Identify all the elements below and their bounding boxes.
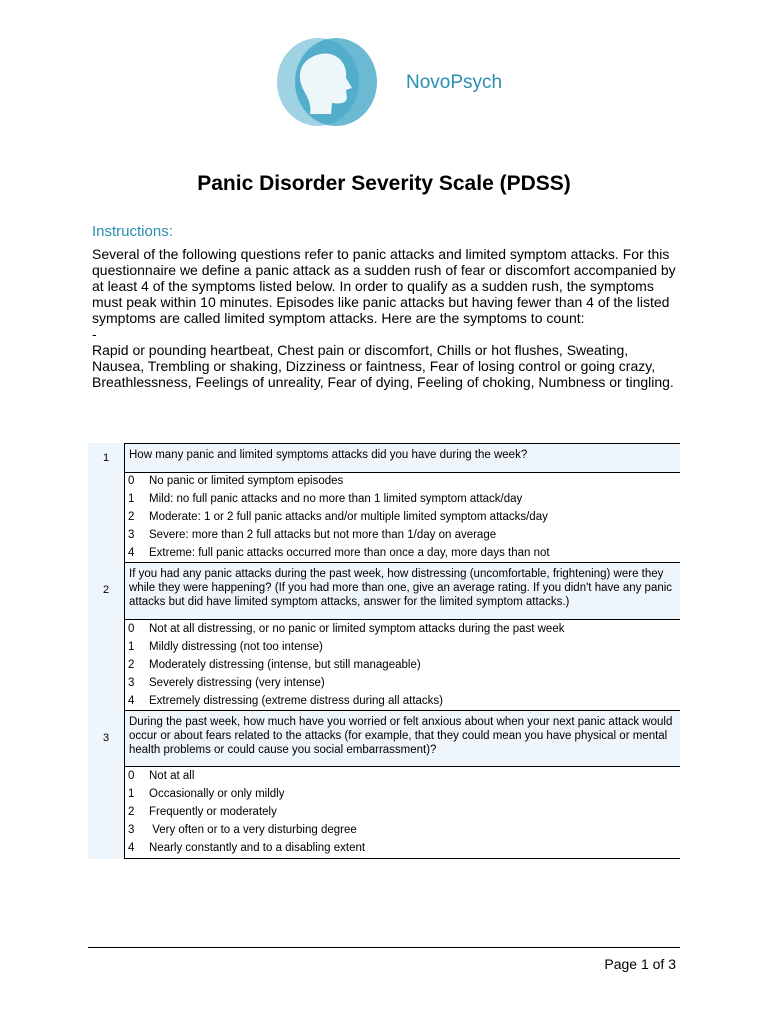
question-text: How many panic and limited symptoms attacks did you have during the week? xyxy=(129,449,528,461)
page-title: Panic Disorder Severity Scale (PDSS) xyxy=(197,172,571,195)
option-label: Occasionally or only mildly xyxy=(149,788,285,800)
answer-option[interactable] xyxy=(128,787,285,801)
table-rule xyxy=(124,858,680,859)
option-value: 3 xyxy=(128,677,135,689)
option-value: 2 xyxy=(128,806,135,818)
question-number: 1 xyxy=(102,452,110,464)
option-label: Mildly distressing (not too intense) xyxy=(149,641,323,653)
table-rule xyxy=(124,443,680,444)
option-value: 4 xyxy=(128,547,135,559)
option-value: 0 xyxy=(128,623,135,635)
answer-option[interactable] xyxy=(128,474,343,488)
question-row xyxy=(125,711,680,766)
question-text: If you had any panic attacks during the past week, how distressing (uncomfortable, frightening) were they while they were happening? (If you had more than one, give an average rating. If you didn't have any panic attacks but did have limited symptom attacks, answer for the limited symptom attacks.) xyxy=(129,568,673,608)
answer-option[interactable] xyxy=(128,640,323,654)
option-label: Moderately distressing (intense, but still manageable) xyxy=(149,659,421,671)
question-row xyxy=(125,444,680,472)
instructions-heading: Instructions: xyxy=(92,223,173,240)
option-label: Nearly constantly and to a disabling extent xyxy=(149,842,366,854)
answer-option[interactable] xyxy=(128,622,564,636)
option-label: Severely distressing (very intense) xyxy=(149,677,325,689)
answer-option[interactable] xyxy=(128,528,496,542)
option-value: 1 xyxy=(128,788,135,800)
table-rule xyxy=(124,562,680,563)
answer-option[interactable] xyxy=(128,546,550,560)
table-column-divider xyxy=(124,443,125,859)
option-value: 0 xyxy=(128,475,135,487)
question-number-column xyxy=(88,443,124,859)
answer-option[interactable] xyxy=(128,805,277,819)
option-value: 3 xyxy=(128,529,135,541)
answer-option[interactable] xyxy=(128,841,365,855)
answer-option[interactable] xyxy=(128,492,522,506)
option-label: No panic or limited symptom episodes xyxy=(149,475,344,487)
option-value: 2 xyxy=(128,659,135,671)
option-label: Mild: no full panic attacks and no more than 1 limited symptom attack/day xyxy=(149,493,523,505)
question-number: 3 xyxy=(102,732,110,744)
question-row xyxy=(125,563,680,619)
option-label: Very often or to a very disturbing degree xyxy=(149,824,357,836)
option-label: Frequently or moderately xyxy=(149,806,277,818)
symptoms-list: Rapid or pounding heartbeat, Chest pain or discomfort, Chills or hot flushes, Sweating, Nausea, Trembling or shaking, Dizziness or faintness, Fear of losing control or going crazy, Breathlessness, Feelings of unreality, Fear of dying, Feeling of choking, Numbness or tingling. xyxy=(92,342,674,390)
option-label: Moderate: 1 or 2 full panic attacks and/or multiple limited symptom attacks/day xyxy=(149,511,548,523)
question-number: 2 xyxy=(102,584,110,596)
option-label: Extreme: full panic attacks occurred more than once a day, more days than not xyxy=(149,547,550,559)
table-rule xyxy=(124,472,680,473)
answer-option[interactable] xyxy=(128,694,443,708)
option-value: 3 xyxy=(128,824,135,836)
instructions-paragraph: Several of the following questions refer to panic attacks and limited symptom attacks. For this questionnaire we define a panic attack as a sudden rush of fear or discomfort accompanied by at least 4 of the symptoms listed below. In order to qualify as a sudden rush, the symptoms must peak within 10 minutes. Episodes like panic attacks but having fewer than 4 of the listed symptoms are called limited symptom attacks. Here are the symptoms to count: xyxy=(92,246,676,326)
option-value: 0 xyxy=(128,770,135,782)
question-text: During the past week, how much have you worried or felt anxious about when your next panic attack would occur or about fears related to the attacks (for example, that they could mean you have physical or mental health problems or could cause you social embarrassment)? xyxy=(129,716,673,756)
table-rule xyxy=(124,619,680,620)
option-value: 1 xyxy=(128,493,135,505)
answer-option[interactable] xyxy=(128,676,325,690)
table-rule xyxy=(124,710,680,711)
option-value: 4 xyxy=(128,842,135,854)
option-value: 2 xyxy=(128,511,135,523)
instructions-dash: - xyxy=(92,326,97,342)
option-label: Not at all distressing, or no panic or limited symptom attacks during the past week xyxy=(149,623,565,635)
option-label: Severe: more than 2 full attacks but not more than 1/day on average xyxy=(149,529,497,541)
option-value: 1 xyxy=(128,641,135,653)
novopsych-logo-icon xyxy=(274,36,380,128)
answer-option[interactable] xyxy=(128,769,194,783)
option-label: Extremely distressing (extreme distress during all attacks) xyxy=(149,695,443,707)
answer-option[interactable] xyxy=(128,510,548,524)
answer-option[interactable] xyxy=(128,658,421,672)
option-value: 4 xyxy=(128,695,135,707)
brand-name: NovoPsych xyxy=(406,72,503,93)
option-label: Not at all xyxy=(149,770,195,782)
questionnaire-table xyxy=(88,443,680,859)
table-rule xyxy=(124,766,680,767)
page-number: Page 1 of 3 xyxy=(604,956,676,972)
instructions-body xyxy=(92,246,682,390)
footer-divider xyxy=(88,947,680,948)
answer-option[interactable] xyxy=(128,823,357,837)
